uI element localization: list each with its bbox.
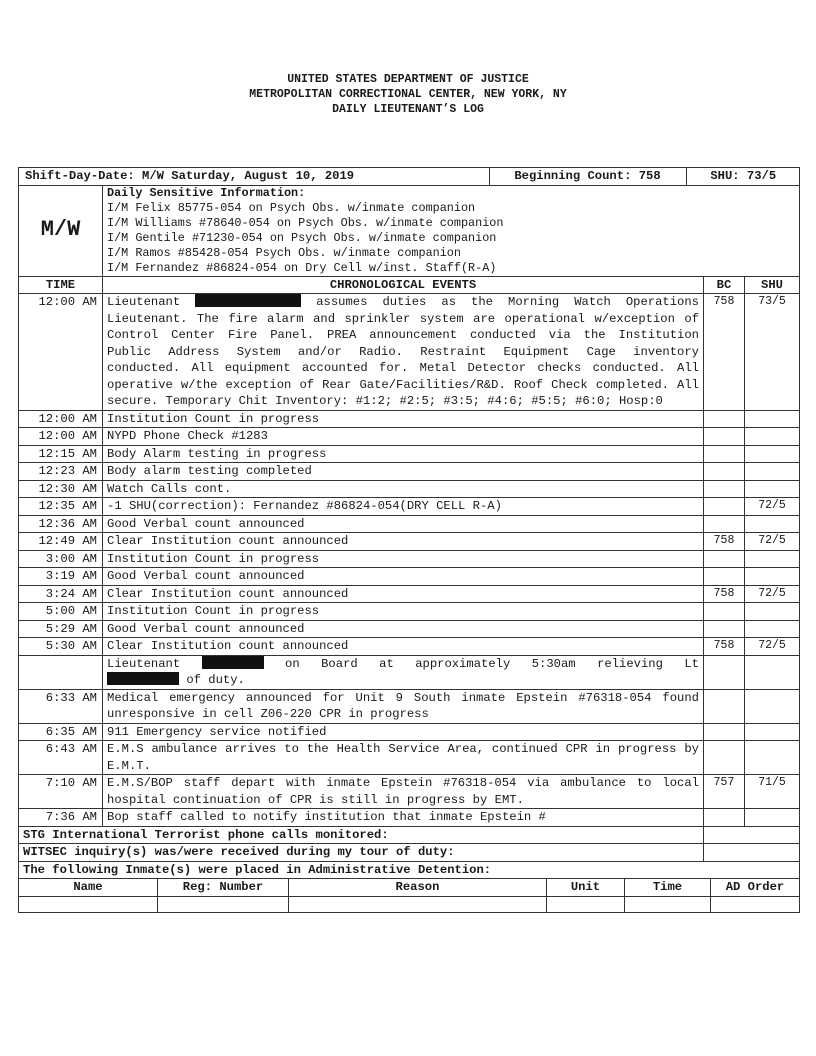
- log-entry: [19, 515, 800, 533]
- sensitive-info: [103, 185, 800, 276]
- entry-time: 12:00 AM: [19, 428, 103, 446]
- sensitive-line: I/M Williams #78640-054 on Psych Obs. w/inmate companion: [107, 215, 504, 230]
- entry-text: Clear Institution count announced: [103, 585, 704, 603]
- redaction-bar: [202, 656, 264, 669]
- log-entry: [19, 585, 800, 603]
- entry-text: E.M.S ambulance arrives to the Health Service Area, continued CPR in progress by E.M.T.: [103, 741, 704, 775]
- entry-time: 6:35 AM: [19, 723, 103, 741]
- redaction-bar: [195, 294, 301, 307]
- entry-time: 12:35 AM: [19, 498, 103, 516]
- entry-text-lead: Lieutenant: [107, 295, 181, 309]
- log-entry: [19, 445, 800, 463]
- entry-text: E.M.S/BOP staff depart with inmate Epstein #76318-054 via ambulance to local hospital continuation of CPR is still in progress by EMT.: [103, 775, 704, 809]
- entry-time: 12:00 AM: [19, 410, 103, 428]
- header-log-title: DAILY LIEUTENANT’S LOG: [332, 103, 484, 116]
- log-entry: [19, 809, 800, 827]
- relief-part1: Lieutenant: [107, 656, 181, 671]
- ad-col-time: Time: [625, 879, 711, 897]
- sensitive-line: I/M Gentile #71230-054 on Psych Obs. w/inmate companion: [107, 230, 497, 245]
- entry-text: [103, 294, 704, 411]
- log-entry: [19, 498, 800, 516]
- entry-bc: [704, 620, 745, 638]
- ad-col-name: Name: [19, 879, 158, 897]
- entry-shu: 72/5: [745, 638, 800, 656]
- sensitive-info-title: Daily Sensitive Information:: [107, 185, 306, 200]
- entry-time: 7:36 AM: [19, 809, 103, 827]
- entry-bc: 758: [704, 533, 745, 551]
- footer-witsec-row: [19, 844, 800, 862]
- entry-text: Good Verbal count announced: [103, 620, 704, 638]
- footer-stg-value: [704, 826, 800, 844]
- entry-shu: 73/5: [745, 294, 800, 411]
- entry-time: 3:19 AM: [19, 568, 103, 586]
- entry-shu: [745, 655, 800, 689]
- entry-text: Watch Calls cont.: [103, 480, 704, 498]
- shift-code: M/W: [19, 185, 103, 276]
- log-entry: [19, 410, 800, 428]
- ad-col-reason: Reason: [289, 879, 547, 897]
- entry-shu: [745, 480, 800, 498]
- footer-witsec: WITSEC inquiry(s) was/were received during my tour of duty:: [19, 844, 704, 862]
- entry-text: NYPD Phone Check #1283: [103, 428, 704, 446]
- log-entry: [19, 463, 800, 481]
- entry-bc: [704, 689, 745, 723]
- col-bc: BC: [704, 276, 745, 294]
- entry-shu: [745, 463, 800, 481]
- shu-count: SHU: 73/5: [710, 169, 777, 183]
- entry-shu: [745, 568, 800, 586]
- entry-text: [103, 655, 704, 689]
- entry-text: Institution Count in progress: [103, 410, 704, 428]
- entry-shu: [745, 410, 800, 428]
- log-entry: [19, 533, 800, 551]
- log-entry: [19, 428, 800, 446]
- entry-bc: [704, 463, 745, 481]
- footer-stg-row: [19, 826, 800, 844]
- entry-time: 3:24 AM: [19, 585, 103, 603]
- entry-text: Good Verbal count announced: [103, 515, 704, 533]
- relief-part3: of duty.: [186, 673, 245, 687]
- ad-header-row: [19, 879, 800, 897]
- entry-text: Good Verbal count announced: [103, 568, 704, 586]
- footer-admin-row: [19, 861, 800, 879]
- entry-text-body: assumes duties as the Morning Watch Operations Lieutenant. The fire alarm and sprinkler system are operational w/exception of Control Center Fire Panel. PREA announcement conducted via the Institution Public Address System and/or Radio. Restraint Equipment Cage inventory conducted. All equipment accounted for. Metal Detector checks conducted. All operative w/the exception of Rear Gate/Facilities/R&D. Roof Check completed. All secure. Temporary Chit Inventory: #1:2; #2:5; #3:5; #4:6; #5:5; #6:0; Hosp:0: [107, 295, 699, 408]
- shift-day-date: Shift-Day-Date: M/W Saturday, August 10, 2019: [19, 168, 489, 185]
- entry-bc: [704, 480, 745, 498]
- entry-time: 5:00 AM: [19, 603, 103, 621]
- log-entry: [19, 603, 800, 621]
- entry-shu: [745, 809, 800, 827]
- entry-time: 5:29 AM: [19, 620, 103, 638]
- entry-text: 911 Emergency service notified: [103, 723, 704, 741]
- log-entry-relief: [19, 655, 800, 689]
- entry-bc: [704, 568, 745, 586]
- entry-shu: 72/5: [745, 533, 800, 551]
- col-time: TIME: [19, 276, 103, 294]
- entry-text: Body alarm testing completed: [103, 463, 704, 481]
- entry-text: Body Alarm testing in progress: [103, 445, 704, 463]
- footer-stg: STG International Terrorist phone calls monitored:: [19, 826, 704, 844]
- entry-text: Clear Institution count announced: [103, 533, 704, 551]
- log-entry: [19, 620, 800, 638]
- entry-text: Bop staff called to notify institution that inmate Epstein #: [103, 809, 704, 827]
- ad-empty-row: [19, 897, 800, 913]
- entry-time: 12:00 AM: [19, 294, 103, 411]
- entry-bc: [704, 741, 745, 775]
- log-entry: [19, 638, 800, 656]
- footer-witsec-value: [704, 844, 800, 862]
- entry-shu: [745, 428, 800, 446]
- entry-text: Clear Institution count announced: [103, 638, 704, 656]
- document-header: [0, 72, 816, 117]
- beginning-count: Beginning Count: 758: [489, 168, 686, 185]
- entry-time: 6:33 AM: [19, 689, 103, 723]
- entry-bc: [704, 655, 745, 689]
- log-entry: [19, 723, 800, 741]
- entry-bc: 758: [704, 585, 745, 603]
- entry-bc: [704, 809, 745, 827]
- header-facility: METROPOLITAN CORRECTIONAL CENTER, NEW YORK, NY: [249, 88, 567, 101]
- entry-shu: [745, 689, 800, 723]
- entry-shu: [745, 515, 800, 533]
- entry-bc: [704, 498, 745, 516]
- entry-text: Institution Count in progress: [103, 603, 704, 621]
- entry-shu: 72/5: [745, 498, 800, 516]
- col-shu: SHU: [745, 276, 800, 294]
- entry-time: 5:30 AM: [19, 638, 103, 656]
- footer-admin: The following Inmate(s) were placed in Administrative Detention:: [19, 861, 800, 879]
- entry-bc: [704, 515, 745, 533]
- entry-text: Medical emergency announced for Unit 9 South inmate Epstein #76318-054 found unresponsive in cell Z06-220 CPR in progress: [103, 689, 704, 723]
- entry-text: -1 SHU(correction): Fernandez #86824-054(DRY CELL R-A): [103, 498, 704, 516]
- entry-bc: [704, 410, 745, 428]
- column-headers: [19, 276, 800, 294]
- entry-time: 7:10 AM: [19, 775, 103, 809]
- entry-time: 12:30 AM: [19, 480, 103, 498]
- entry-bc: [704, 603, 745, 621]
- entry-time: 12:23 AM: [19, 463, 103, 481]
- entry-shu: [745, 741, 800, 775]
- entry-shu: [745, 723, 800, 741]
- log-entry: [19, 550, 800, 568]
- entry-time: 3:00 AM: [19, 550, 103, 568]
- entry-bc: [704, 550, 745, 568]
- relief-part2: on Board at approximately 5:30am relieving Lt: [285, 656, 699, 671]
- entry-text: Institution Count in progress: [103, 550, 704, 568]
- log-entry: [19, 568, 800, 586]
- entry-time: 6:43 AM: [19, 741, 103, 775]
- entry-shu: [745, 550, 800, 568]
- sensitive-line: I/M Felix 85775-054 on Psych Obs. w/inmate companion: [107, 200, 476, 215]
- entry-shu: [745, 445, 800, 463]
- entry-shu: [745, 620, 800, 638]
- log-entry: [19, 689, 800, 723]
- entry-time: [19, 655, 103, 689]
- log-entry: [19, 775, 800, 809]
- entry-bc: [704, 428, 745, 446]
- admin-detention-table: [18, 878, 800, 913]
- redaction-bar: [107, 672, 179, 685]
- ad-col-reg: Reg: Number: [158, 879, 289, 897]
- entry-shu: 72/5: [745, 585, 800, 603]
- entry-bc: [704, 723, 745, 741]
- entry-shu: 71/5: [745, 775, 800, 809]
- entry-shu: [745, 603, 800, 621]
- sensitive-line: I/M Fernandez #86824-054 on Dry Cell w/inst. Staff(R-A): [107, 260, 497, 275]
- ad-col-unit: Unit: [547, 879, 625, 897]
- entry-time: 12:49 AM: [19, 533, 103, 551]
- summary-row: [19, 168, 800, 186]
- entry-bc: 758: [704, 294, 745, 411]
- log-entry: [19, 741, 800, 775]
- log-table: [18, 167, 800, 879]
- entry-time: 12:36 AM: [19, 515, 103, 533]
- log-entry: [19, 294, 800, 411]
- ad-col-order: AD Order: [711, 879, 800, 897]
- col-events: CHRONOLOGICAL EVENTS: [103, 276, 704, 294]
- log-entry: [19, 480, 800, 498]
- header-agency: UNITED STATES DEPARTMENT OF JUSTICE: [287, 73, 529, 86]
- entry-bc: [704, 445, 745, 463]
- sensitive-info-row: [19, 185, 800, 276]
- sensitive-line: I/M Ramos #85428-054 Psych Obs. w/inmate companion: [107, 245, 461, 260]
- entry-bc: 757: [704, 775, 745, 809]
- entry-bc: 758: [704, 638, 745, 656]
- entry-time: 12:15 AM: [19, 445, 103, 463]
